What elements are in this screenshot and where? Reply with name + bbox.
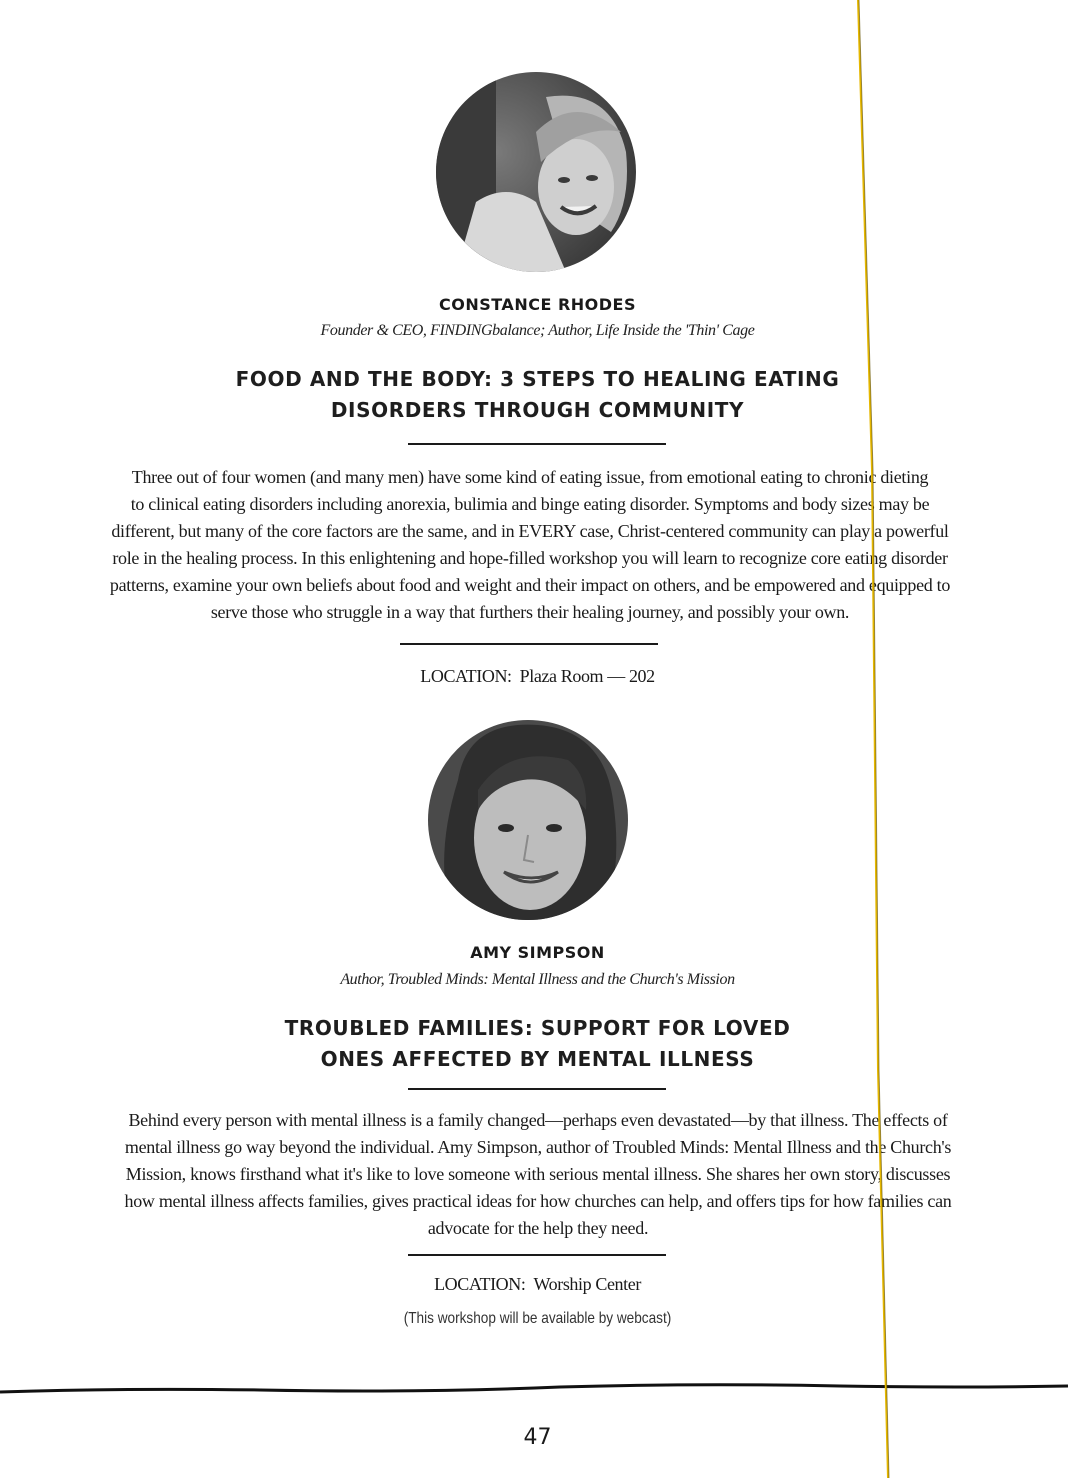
speaker-role: Author, Troubled Minds: Mental Illness and the Church's Mission	[340, 971, 735, 988]
divider	[408, 1254, 666, 1256]
description-line: how mental illness affects families, gives practical ideas for how churches can help, and offers tips for how families can	[124, 1191, 952, 1211]
constance-rhodes-photo	[436, 72, 636, 272]
annotation-line	[856, 0, 916, 1478]
workshop-location	[0, 666, 1075, 687]
workshop-title	[0, 1013, 1075, 1075]
description-line: Behind every person with mental illness is a family changed—perhaps even devastated—by that illness. The effects of	[128, 1110, 948, 1130]
workshop-title	[0, 364, 1075, 426]
location-value: Worship Center	[533, 1274, 641, 1294]
workshop-description	[38, 1107, 1038, 1242]
description-line: patterns, examine your own beliefs about food and weight and their impact on others, and be empowered and equipped to	[109, 575, 951, 595]
workshop-title-line: ONES AFFECTED BY MENTAL ILLNESS	[320, 1047, 755, 1071]
bottom-divider-line	[0, 1378, 1075, 1398]
description-line: role in the healing process. In this enlightening and hope-filled workshop you will learn to recognize core eating disorder	[112, 548, 948, 568]
workshop-description	[30, 464, 1030, 626]
workshop-title-line: TROUBLED FAMILIES: SUPPORT FOR LOVED	[284, 1016, 791, 1040]
divider	[408, 443, 666, 445]
description-line: advocate for the help they need.	[427, 1218, 649, 1238]
workshop-title-line: DISORDERS THROUGH COMMUNITY	[330, 398, 745, 422]
description-line: different, but many of the core factors are the same, and in EVERY case, Christ-centered community can play a powerful	[111, 521, 949, 541]
speaker-role: Founder & CEO, FINDINGbalance; Author, Life Inside the 'Thin' Cage	[320, 322, 755, 339]
divider	[408, 1088, 666, 1090]
description-line: Three out of four women (and many men) have some kind of eating issue, from emotional eating to chronic dieting	[131, 467, 929, 487]
location-label: LOCATION:	[420, 666, 512, 686]
speaker-name: AMY SIMPSON	[470, 943, 605, 962]
speaker-name: CONSTANCE RHODES	[439, 295, 636, 314]
divider	[400, 643, 658, 645]
amy-simpson-photo	[428, 720, 628, 920]
location-value: Plaza Room — 202	[519, 666, 655, 686]
workshop-title-line: FOOD AND THE BODY: 3 STEPS TO HEALING EATING	[235, 367, 840, 391]
description-line: to clinical eating disorders including anorexia, bulimia and binge eating disorder. Symptoms and body sizes may be	[130, 494, 930, 514]
workshop-location	[0, 1274, 1075, 1295]
description-line: mental illness go way beyond the individual. Amy Simpson, author of Troubled Minds: Mental Illness and the Church's	[124, 1137, 952, 1157]
page-number: 47	[523, 1425, 552, 1450]
description-line: serve those who struggle in a way that furthers their healing journey, and possibly your own.	[210, 602, 850, 622]
webcast-note: (This workshop will be available by webcast)	[403, 1310, 672, 1327]
description-line: Mission, knows firsthand what it's like to love someone with serious mental illness. She shares her own story, discusses	[125, 1164, 951, 1184]
location-label: LOCATION:	[434, 1274, 526, 1294]
